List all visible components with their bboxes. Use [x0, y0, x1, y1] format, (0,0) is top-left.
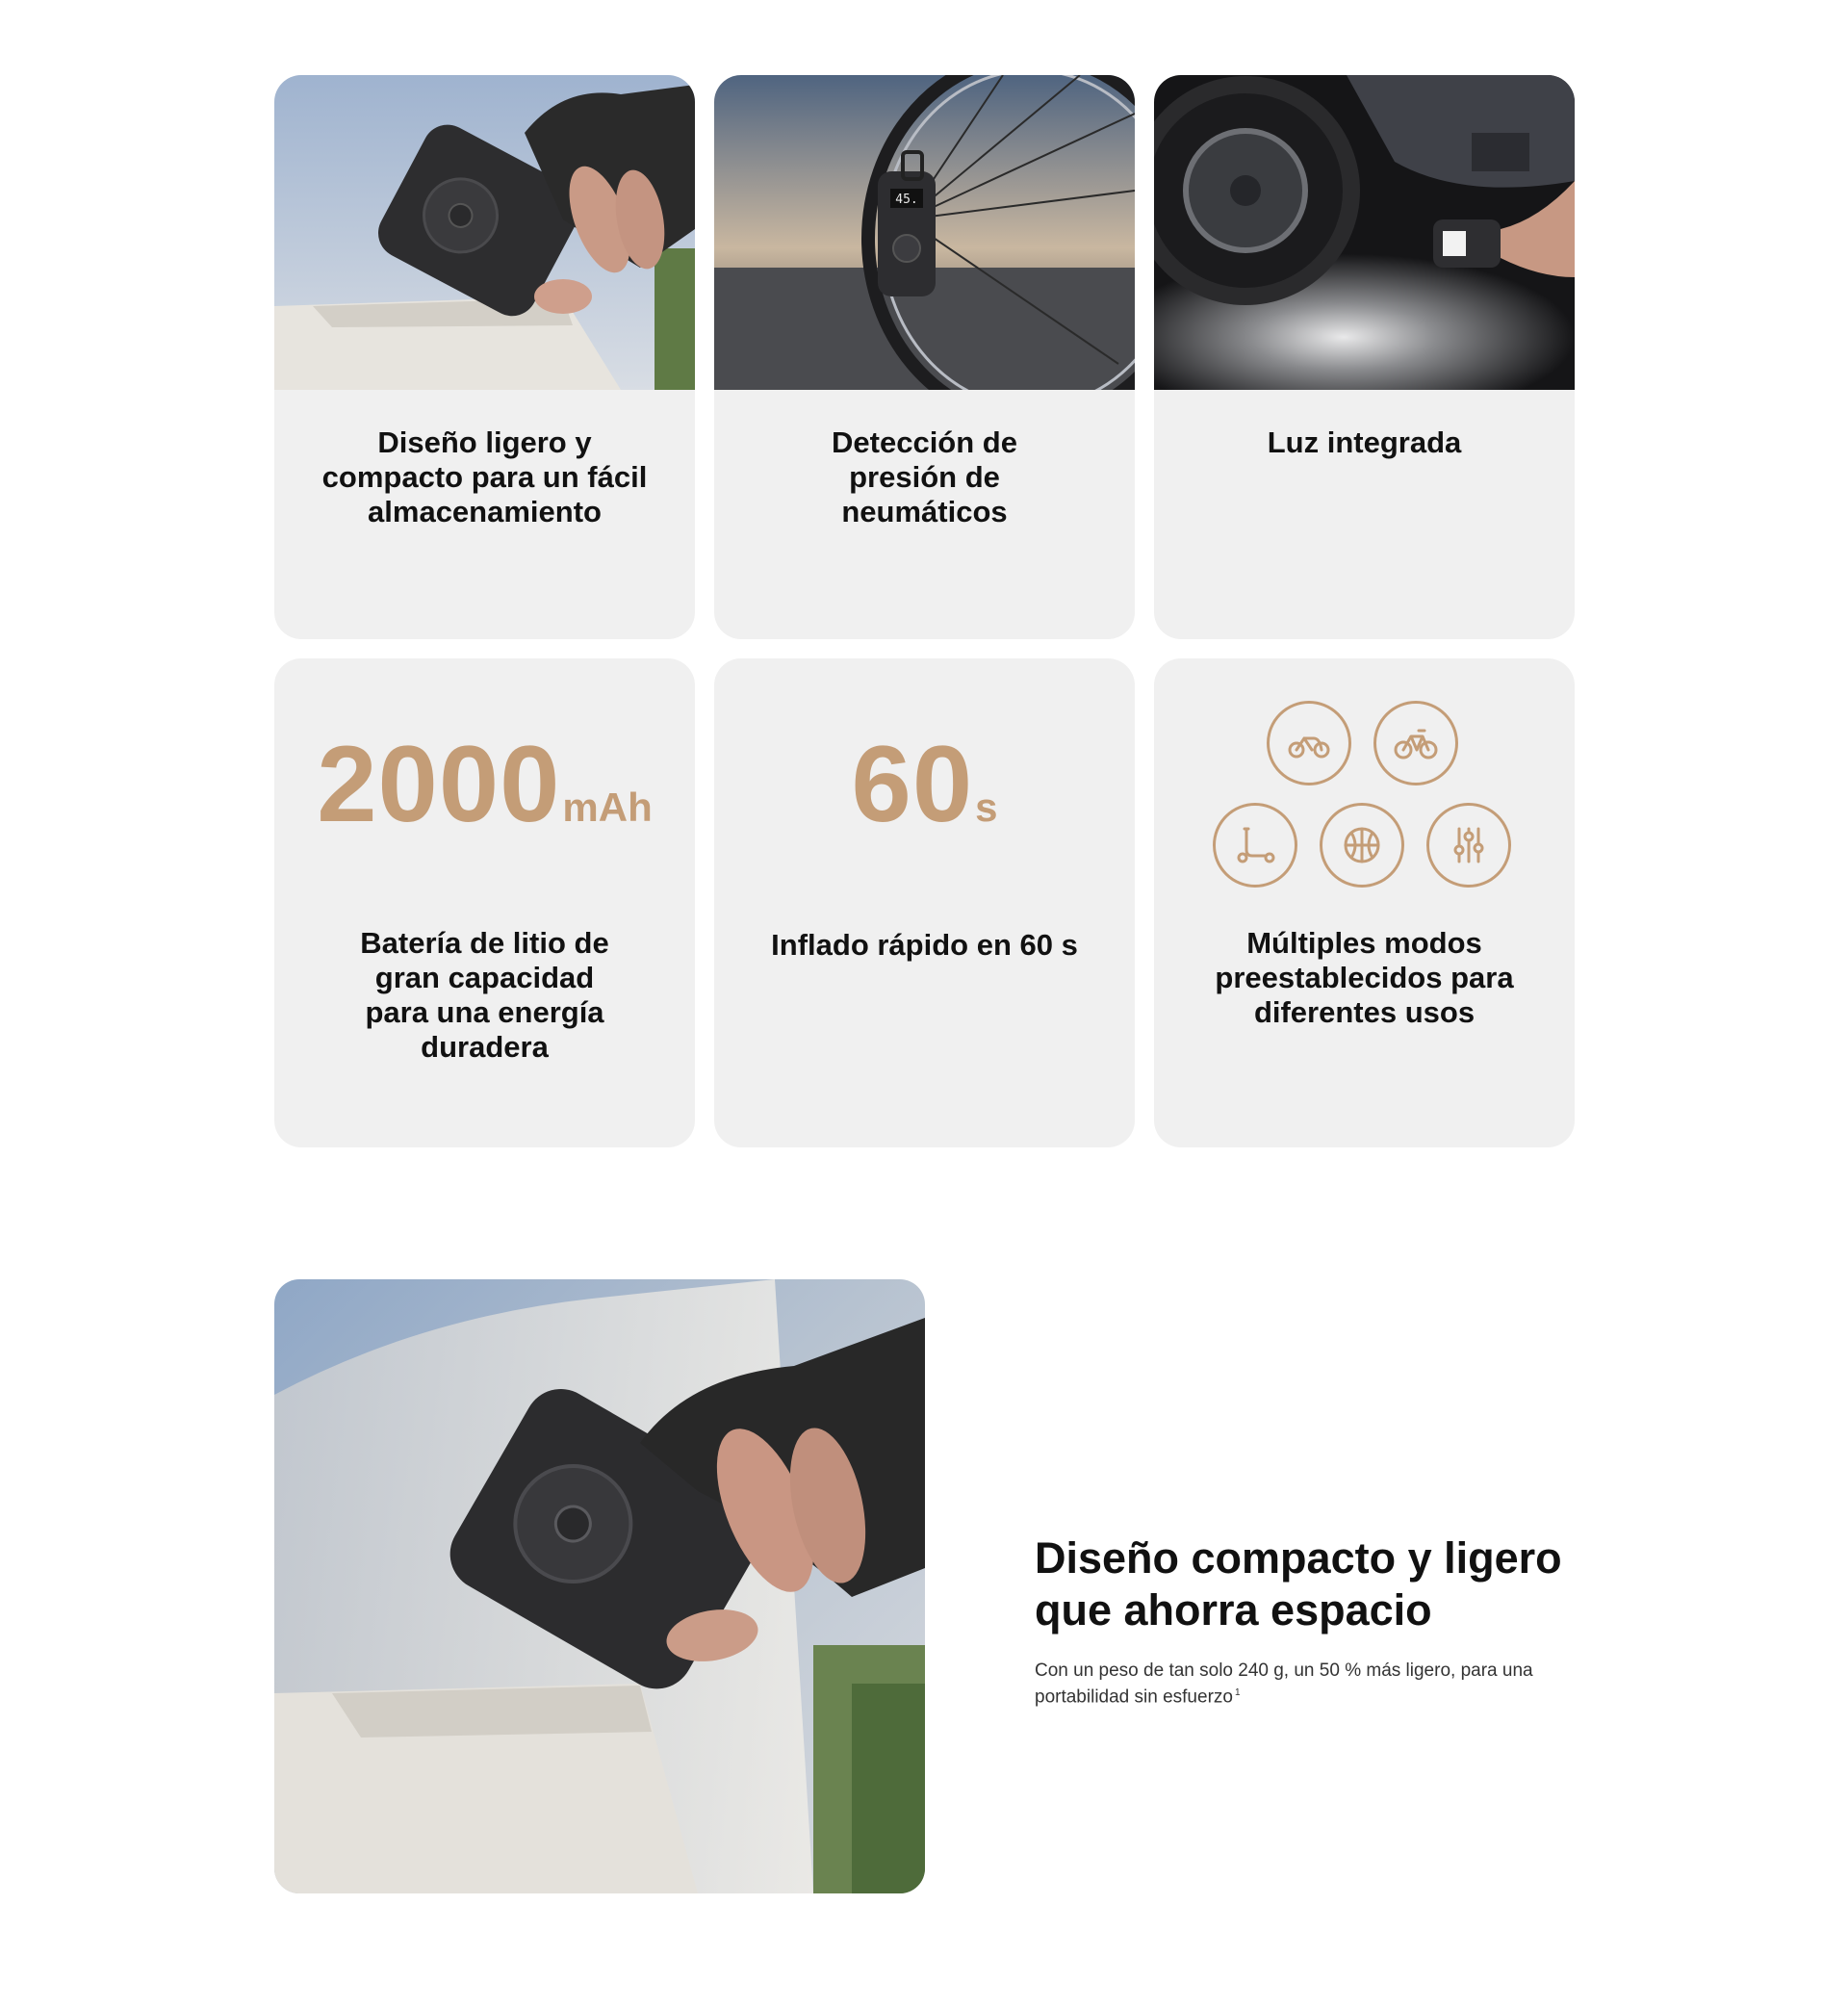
highlight-description [1035, 1660, 1593, 1708]
inflation-stat [714, 722, 1135, 846]
highlight-headline: Diseño compacto y ligero que ahorra espacio [1035, 1533, 1562, 1635]
pump-on-bicycle-wheel-photo [714, 75, 1135, 390]
feature-title: Diseño ligero y compacto para un fácil almacenamiento [321, 425, 648, 528]
battery-stat [274, 722, 695, 846]
stat-unit: s [975, 785, 998, 830]
inflation-card [714, 658, 1135, 1147]
svg-text:45.: 45. [895, 193, 918, 207]
feature-title: Luz integrada [1267, 425, 1462, 459]
feature-card-pressure [714, 75, 1135, 639]
stat-unit: mAh [562, 785, 653, 830]
pump-light-on-scooter-wheel-photo [1154, 75, 1575, 390]
footnote-marker: 1 [1234, 1687, 1241, 1698]
feature-card-compact [274, 75, 695, 639]
pump-in-pocket-photo [274, 75, 695, 390]
scooter-icon [1213, 803, 1297, 888]
battery-title: Batería de litio de gran capacidad para una energía duradera [360, 926, 609, 1064]
description-text: Con un peso de tan solo 240 g, un 50 % más ligero, para una portabilidad sin esfuerzo [1035, 1660, 1533, 1708]
bicycle-icon [1373, 701, 1458, 785]
custom-settings-icon [1426, 803, 1511, 888]
modes-card [1154, 658, 1575, 1147]
motorcycle-icon [1267, 701, 1351, 785]
battery-card [274, 658, 695, 1147]
feature-title: Detección de presión de neumáticos [832, 425, 1017, 528]
inflation-title: Inflado rápido en 60 s [771, 928, 1078, 962]
stat-value: 2000 [317, 724, 561, 844]
feature-card-light [1154, 75, 1575, 639]
pump-in-pocket-large-photo [274, 1279, 925, 1893]
basketball-icon [1320, 803, 1404, 888]
modes-title: Múltiples modos preestablecidos para diferentes usos [1215, 926, 1514, 1029]
stat-value: 60 [851, 724, 974, 844]
